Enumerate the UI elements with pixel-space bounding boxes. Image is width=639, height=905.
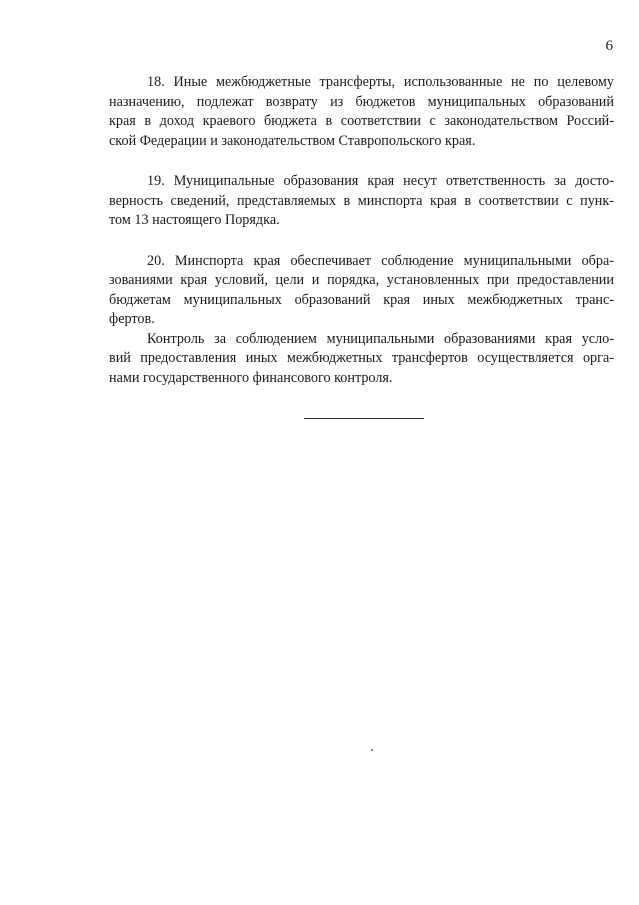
paragraph-line: верность сведений, представляемых в минспорта края в соответствии с пунк-: [109, 192, 614, 209]
paragraph-line: зованиями края условий, цели и порядка, установленных при предоставлении: [109, 272, 614, 288]
paragraph-line: фертов.: [109, 311, 155, 327]
scan-artifact-dot: [371, 749, 373, 751]
paragraph-line: нами государственного финансового контроля.: [109, 369, 393, 386]
paragraph-line: края в доход краевого бюджета в соответствии с законодательством Россий-: [109, 113, 614, 129]
page-number: 6: [605, 38, 613, 54]
paragraph-18: [109, 73, 614, 151]
paragraph-line: 20. Минспорта края обеспечивает соблюдение муниципальными обра-: [147, 252, 614, 269]
end-of-document-rule: [304, 418, 424, 419]
paragraph-control: [109, 330, 614, 389]
paragraph-line: назначению, подлежат возврату из бюджетов муниципальных образований: [109, 93, 614, 110]
paragraph-line: вий предоставления иных межбюджетных трансфертов осуществляется орга-: [109, 350, 614, 366]
paragraph-line: бюджетам муниципальных образований края иных межбюджетных транс-: [109, 291, 614, 308]
paragraph-line: 18. Иные межбюджетные трансферты, использованные не по целевому: [147, 74, 614, 90]
paragraph-line: ской Федерации и законодательством Ставропольского края.: [109, 132, 476, 149]
document-body: [109, 73, 614, 388]
paragraph-line: том 13 настоящего Порядка.: [109, 212, 280, 228]
paragraph-20: [109, 252, 614, 330]
paragraph-line: 19. Муниципальные образования края несут ответственность за досто-: [147, 173, 614, 189]
paragraph-19: [109, 172, 614, 231]
paragraph-line: Контроль за соблюдением муниципальными образованиями края усло-: [147, 330, 614, 347]
